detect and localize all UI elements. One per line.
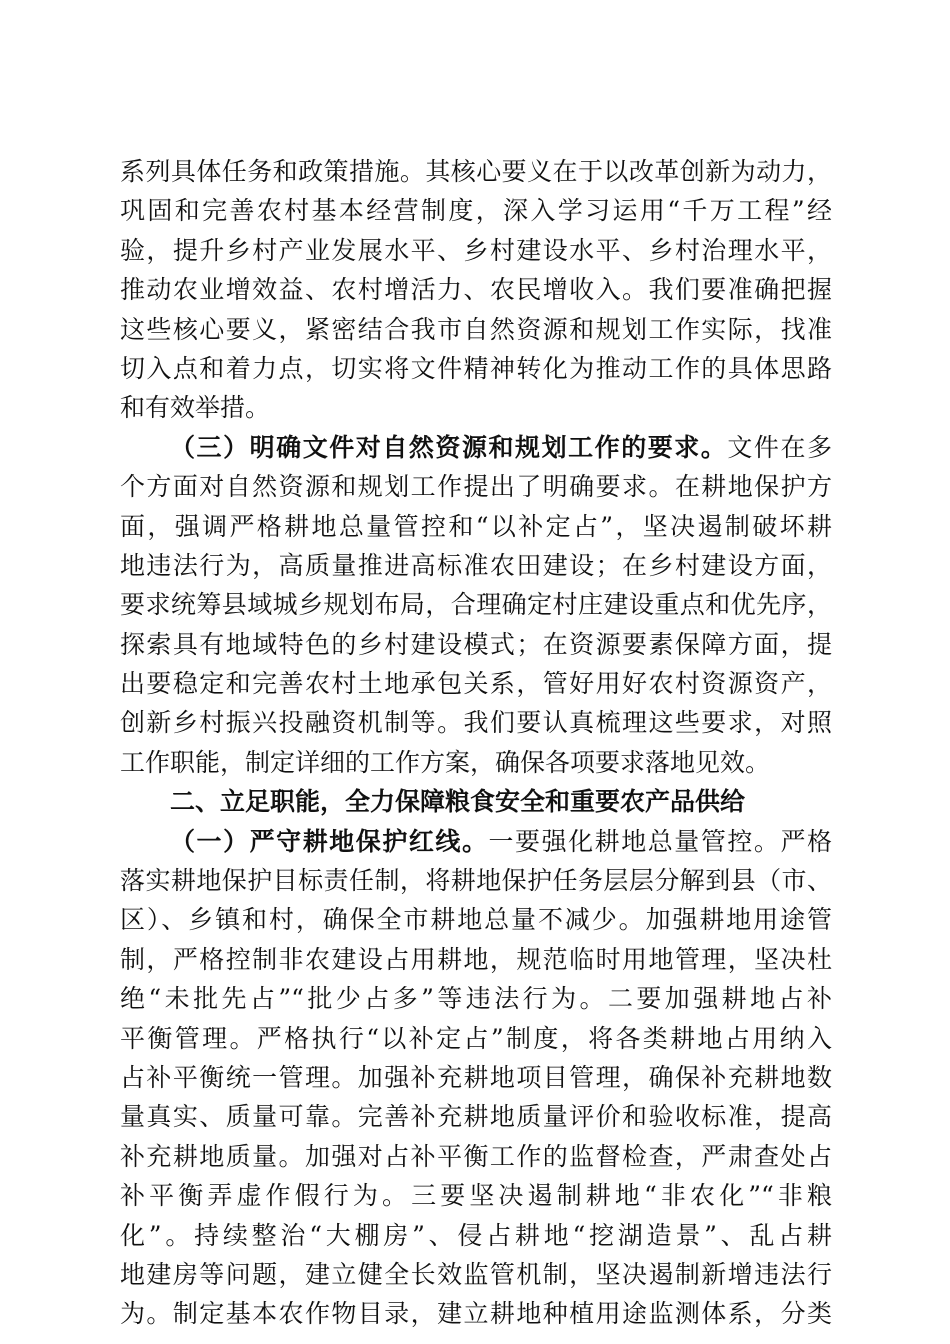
- text-line: 为。制定基本农作物目录，建立耕地种植用途监测体系，分类: [120, 1299, 832, 1329]
- text-line: 地违法行为，高质量推进高标准农田建设；在乡村建设方面，: [120, 550, 832, 580]
- text-line: 平衡管理。严格执行“以补定占”制度，将各类耕地占用纳入: [120, 1023, 832, 1053]
- text-line: 切入点和着力点，切实将文件精神转化为推动工作的具体思路: [120, 353, 832, 383]
- section-heading: 二、立足职能，全力保障粮食安全和重要农产品供给: [170, 787, 746, 817]
- text-line-first: [120, 428, 832, 467]
- text-line: 量真实、质量可靠。完善补充耕地质量评价和验收标准，提高: [120, 1102, 832, 1132]
- text-line: 个方面对自然资源和规划工作提出了明确要求。在耕地保护方: [120, 472, 832, 502]
- paragraph-lead-rest: 文件在多: [727, 432, 832, 462]
- text-line-first: [120, 822, 832, 861]
- text-line: 地建房等问题，建立健全长效监管机制，坚决遏制新增违法行: [120, 1259, 832, 1289]
- text-line: 补充耕地质量。加强对占补平衡工作的监督检查，严肃查处占: [120, 1141, 832, 1171]
- text-line: 补平衡弄虚作假行为。三要坚决遏制耕地“非农化”“非粮: [120, 1181, 832, 1211]
- text-line: 占补平衡统一管理。加强补充耕地项目管理，确保补充耕地数: [120, 1062, 832, 1092]
- text-line: 落实耕地保护目标责任制，将耕地保护任务层层分解到县（市、: [120, 866, 832, 896]
- text-line: 出要稳定和完善农村土地承包关系，管好用好农村资源资产，: [120, 669, 832, 699]
- paragraph-core-meaning: [120, 152, 832, 428]
- paragraph-farmland-protection: [120, 822, 832, 1334]
- text-line: 工作职能，制定详细的工作方案，确保各项要求落地见效。: [120, 747, 771, 777]
- text-line: 巩固和完善农村基本经营制度，深入学习运用“千万工程”经: [120, 196, 832, 226]
- text-line: 系列具体任务和政策措施。其核心要义在于以改革创新为动力，: [120, 157, 832, 186]
- text-line: 制，严格控制非农建设占用耕地，规范临时用地管理，坚决杜: [120, 944, 832, 974]
- text-line: 和有效举措。: [120, 393, 271, 423]
- document-body: [120, 152, 832, 1334]
- paragraph-lead-heading: （一）严守耕地保护红线。: [170, 826, 489, 856]
- text-line: 这些核心要义，紧密结合我市自然资源和规划工作实际，找准: [120, 314, 832, 344]
- text-line: 探索具有地域特色的乡村建设模式；在资源要素保障方面，提: [120, 629, 832, 659]
- text-line: 区）、乡镇和村，确保全市耕地总量不减少。加强耕地用途管: [120, 905, 832, 935]
- paragraph-lead-rest: 一要强化耕地总量管控。严格: [488, 826, 832, 856]
- text-line: 化”。持续整治“大棚房”、侵占耕地“挖湖造景”、乱占耕: [120, 1220, 832, 1250]
- text-line: 验，提升乡村产业发展水平、乡村建设水平、乡村治理水平，: [120, 235, 832, 265]
- text-line: 面，强调严格耕地总量管控和“以补定占”，坚决遏制破坏耕: [120, 511, 832, 541]
- text-line: 绝“未批先占”“批少占多”等违法行为。二要加强耕地占补: [120, 984, 832, 1014]
- text-line: 推动农业增效益、农村增活力、农民增收入。我们要准确把握: [120, 275, 832, 305]
- paragraph-lead-heading: （三）明确文件对自然资源和规划工作的要求。: [170, 432, 728, 462]
- text-line: 创新乡村振兴投融资机制等。我们要认真梳理这些要求，对照: [120, 708, 832, 738]
- text-line: 要求统筹县域城乡规划布局，合理确定村庄建设重点和优先序，: [120, 590, 832, 620]
- paragraph-requirements: [120, 428, 832, 783]
